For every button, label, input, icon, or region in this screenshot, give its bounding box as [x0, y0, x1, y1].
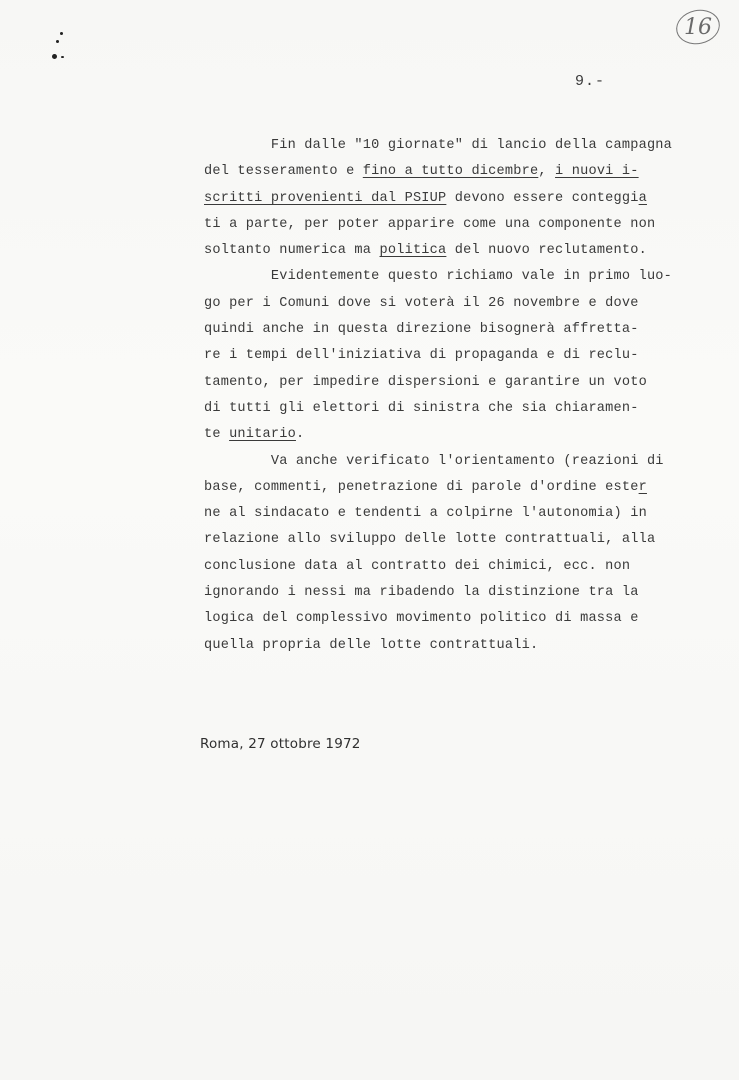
text-line [204, 422, 684, 448]
margin-ink-marks [52, 32, 82, 72]
text-run: Fin dalle "10 giornate" di lancio della campagna [204, 138, 673, 153]
text-run: soltanto numerica ma [204, 243, 380, 259]
paragraph [204, 133, 684, 264]
text-run: te [204, 427, 230, 443]
handwritten-page-mark [676, 10, 720, 44]
text-line [204, 186, 684, 212]
text-run: relazione allo sviluppo delle lotte contrattuali, alla [204, 532, 656, 548]
text-run: di tutti gli elettori di sinistra che sia chiaramen- [204, 400, 639, 416]
text-run: re i tempi dell'iniziativa di propaganda e di reclu- [204, 348, 639, 364]
text-line [204, 317, 684, 343]
text-line [204, 633, 684, 659]
dateline: Roma, 27 ottobre 1972 [200, 736, 361, 752]
page-number: 9.- [575, 73, 606, 90]
text-run: del nuovo reclutamento. [446, 243, 647, 259]
underlined-text: i nuovi i- [555, 164, 639, 180]
text-run: , [538, 164, 556, 180]
underlined-text: a [638, 190, 647, 206]
text-line [204, 580, 684, 606]
body-text [204, 133, 684, 659]
text-line [204, 527, 684, 553]
text-run: . [295, 427, 305, 443]
text-line [204, 370, 684, 396]
handwritten-number: 16 [684, 14, 712, 40]
text-run: ne al sindacato e tendenti a colpirne l'autonomia) in [204, 506, 647, 522]
text-line [204, 343, 684, 369]
text-run: Va anche verificato l'orientamento (reazioni di [204, 453, 664, 469]
text-run: base, commenti, penetrazione di parole d'ordine este [204, 479, 639, 495]
underlined-text: fino a tutto dicembre [362, 164, 539, 180]
text-line [204, 133, 684, 159]
underlined-text: politica [379, 243, 447, 259]
text-run: ti a parte, per poter apparire come una componente non [204, 216, 656, 232]
underlined-text: scritti provenienti dal PSIUP [204, 190, 447, 206]
text-line [204, 449, 684, 475]
underlined-text: unitario [229, 427, 296, 443]
text-run: quella propria delle lotte contrattuali. [204, 637, 539, 653]
underlined-text: r [638, 479, 647, 495]
text-run: Evidentemente questo richiamo vale in primo luo- [204, 269, 673, 285]
paragraph [204, 264, 684, 448]
text-run: del tesseramento e [204, 164, 363, 180]
text-line [204, 501, 684, 527]
paragraph [204, 449, 684, 659]
text-line [204, 291, 684, 317]
text-line [204, 238, 684, 264]
text-line [204, 264, 684, 290]
text-run: go per i Comuni dove si voterà il 26 novembre e dove [204, 295, 639, 311]
text-run: devono essere conteggi [446, 190, 639, 206]
text-run: tamento, per impedire dispersioni e garantire un voto [204, 374, 647, 390]
text-line [204, 212, 684, 238]
text-line [204, 554, 684, 580]
text-line [204, 396, 684, 422]
text-run: quindi anche in questa direzione bisognerà affretta- [204, 322, 639, 338]
text-line [204, 606, 684, 632]
text-line [204, 159, 684, 185]
text-run: conclusione data al contratto dei chimici, ecc. non [204, 558, 631, 574]
text-run: logica del complessivo movimento politico di massa e [204, 611, 639, 627]
handwritten-circle [673, 6, 723, 48]
text-run: ignorando i nessi ma ribadendo la distinzione tra la [204, 585, 639, 601]
text-line [204, 475, 684, 501]
